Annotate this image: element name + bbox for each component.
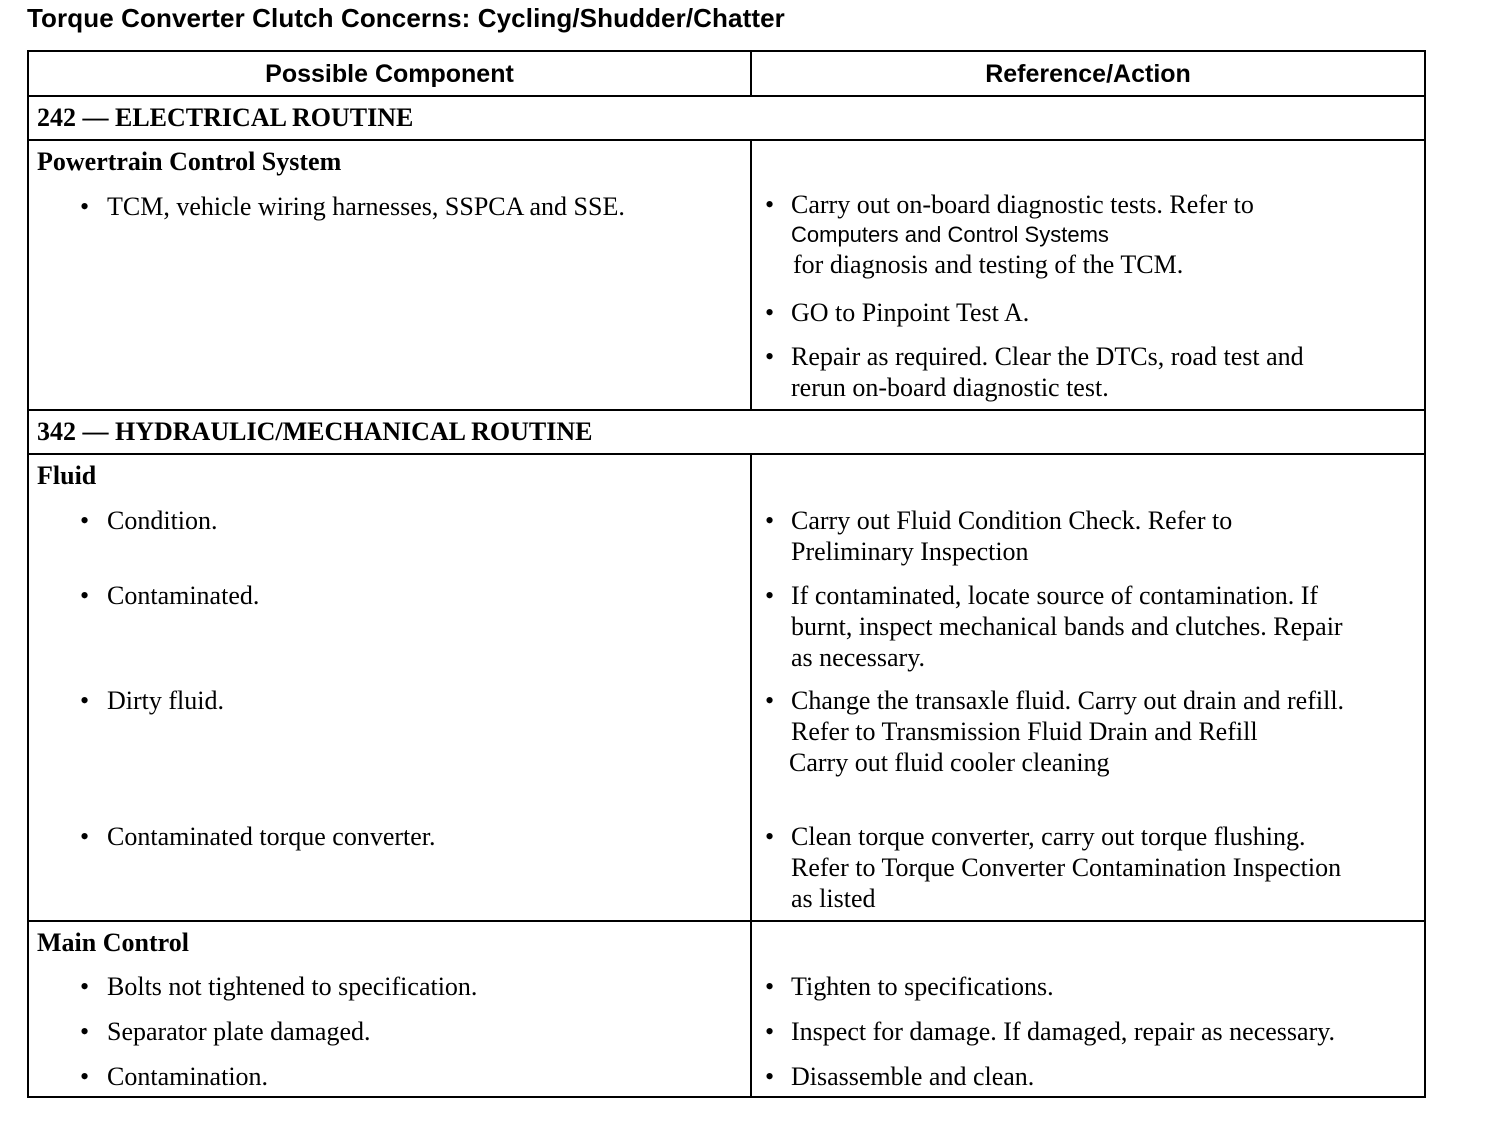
action-item bbox=[765, 189, 1409, 280]
component-text: Separator plate damaged. bbox=[107, 1017, 371, 1046]
bullet-icon: • bbox=[765, 686, 775, 715]
action-text: Change the transaxle fluid. Carry out drain and refill. bbox=[791, 686, 1345, 715]
action-text: rerun on-board diagnostic test. bbox=[791, 373, 1109, 402]
action-text: as listed bbox=[791, 884, 876, 913]
bullet-icon: • bbox=[765, 506, 775, 535]
component-item bbox=[80, 1016, 735, 1047]
bullet-icon: • bbox=[765, 581, 775, 610]
action-item bbox=[765, 971, 1409, 1002]
section-title-hydraulic: 342 — HYDRAULIC/MECHANICAL ROUTINE bbox=[37, 417, 593, 446]
diagnostic-table bbox=[27, 50, 1426, 1098]
bullet-icon: • bbox=[765, 1062, 775, 1091]
bullet-icon: • bbox=[80, 192, 90, 221]
action-text: GO to Pinpoint Test A. bbox=[791, 298, 1030, 327]
bullet-icon: • bbox=[765, 972, 775, 1001]
component-item bbox=[80, 580, 735, 611]
page-title: Torque Converter Clutch Concerns: Cycling/Shudder/Chatter bbox=[27, 3, 785, 33]
group-title-fluid: Fluid bbox=[37, 461, 97, 490]
action-text: Disassemble and clean. bbox=[791, 1062, 1035, 1091]
action-item bbox=[765, 685, 1409, 778]
group-title-powertrain: Powertrain Control System bbox=[37, 147, 342, 176]
group-title-main-control: Main Control bbox=[37, 928, 189, 957]
column-divider-section1 bbox=[750, 140, 752, 410]
component-item bbox=[80, 1061, 735, 1092]
main-control-divider bbox=[29, 920, 1424, 922]
bullet-icon: • bbox=[765, 822, 775, 851]
bullet-icon: • bbox=[80, 506, 90, 535]
action-item bbox=[765, 1061, 1409, 1092]
action-text: Carry out Fluid Condition Check. Refer to bbox=[791, 506, 1233, 535]
action-item bbox=[765, 1016, 1409, 1047]
action-text: Refer to Transmission Fluid Drain and Refill bbox=[791, 717, 1258, 746]
action-text: Preliminary Inspection bbox=[791, 537, 1029, 566]
section-title-electrical: 242 — ELECTRICAL ROUTINE bbox=[37, 103, 414, 132]
section2-divider-top bbox=[29, 409, 1424, 411]
action-text: for diagnosis and testing of the TCM. bbox=[793, 250, 1184, 279]
action-text: If contaminated, locate source of contamination. If bbox=[791, 581, 1319, 610]
bullet-icon: • bbox=[80, 581, 90, 610]
component-text: Contamination. bbox=[107, 1062, 269, 1091]
component-text: Bolts not tightened to specification. bbox=[107, 972, 478, 1001]
bullet-icon: • bbox=[765, 342, 775, 371]
bullet-icon: • bbox=[80, 822, 90, 851]
action-text: Clean torque converter, carry out torque flushing. bbox=[791, 822, 1306, 851]
action-text: as necessary. bbox=[791, 643, 926, 672]
section1-divider bbox=[29, 139, 1424, 141]
bullet-icon: • bbox=[80, 972, 90, 1001]
component-item bbox=[80, 505, 735, 536]
component-item bbox=[80, 191, 735, 222]
column-header-action: Reference/Action bbox=[985, 60, 1191, 88]
component-text: Dirty fluid. bbox=[107, 686, 224, 715]
component-text: Contaminated torque converter. bbox=[107, 822, 436, 851]
component-item bbox=[80, 821, 735, 852]
action-text: burnt, inspect mechanical bands and clutches. Repair bbox=[791, 612, 1343, 641]
bullet-icon: • bbox=[80, 1062, 90, 1091]
bullet-icon: • bbox=[80, 686, 90, 715]
component-text: Contaminated. bbox=[107, 581, 260, 610]
section2-divider bbox=[29, 453, 1424, 455]
action-text: Inspect for damage. If damaged, repair as necessary. bbox=[791, 1017, 1336, 1046]
action-item bbox=[765, 341, 1409, 403]
action-text: Tighten to specifications. bbox=[791, 972, 1054, 1001]
component-text: Condition. bbox=[107, 506, 218, 535]
bullet-icon: • bbox=[765, 298, 775, 327]
action-text: Repair as required. Clear the DTCs, road test and bbox=[791, 342, 1304, 371]
component-item bbox=[80, 685, 735, 716]
action-text: Carry out on-board diagnostic tests. Refer to bbox=[791, 190, 1254, 219]
component-text: TCM, vehicle wiring harnesses, SSPCA and SSE. bbox=[107, 192, 625, 221]
reference-link-text: Computers and Control Systems bbox=[791, 222, 1109, 247]
action-item bbox=[765, 821, 1409, 914]
component-item bbox=[80, 971, 735, 1002]
column-divider-section2 bbox=[750, 454, 752, 1098]
bullet-icon: • bbox=[765, 1017, 775, 1046]
bullet-icon: • bbox=[80, 1017, 90, 1046]
action-item bbox=[765, 505, 1409, 567]
column-header-component: Possible Component bbox=[265, 60, 514, 88]
bullet-icon: • bbox=[765, 190, 775, 219]
action-text: Carry out fluid cooler cleaning bbox=[789, 748, 1110, 777]
action-item bbox=[765, 580, 1409, 673]
action-text: Refer to Torque Converter Contamination Inspection bbox=[791, 853, 1342, 882]
action-item bbox=[765, 297, 1409, 328]
